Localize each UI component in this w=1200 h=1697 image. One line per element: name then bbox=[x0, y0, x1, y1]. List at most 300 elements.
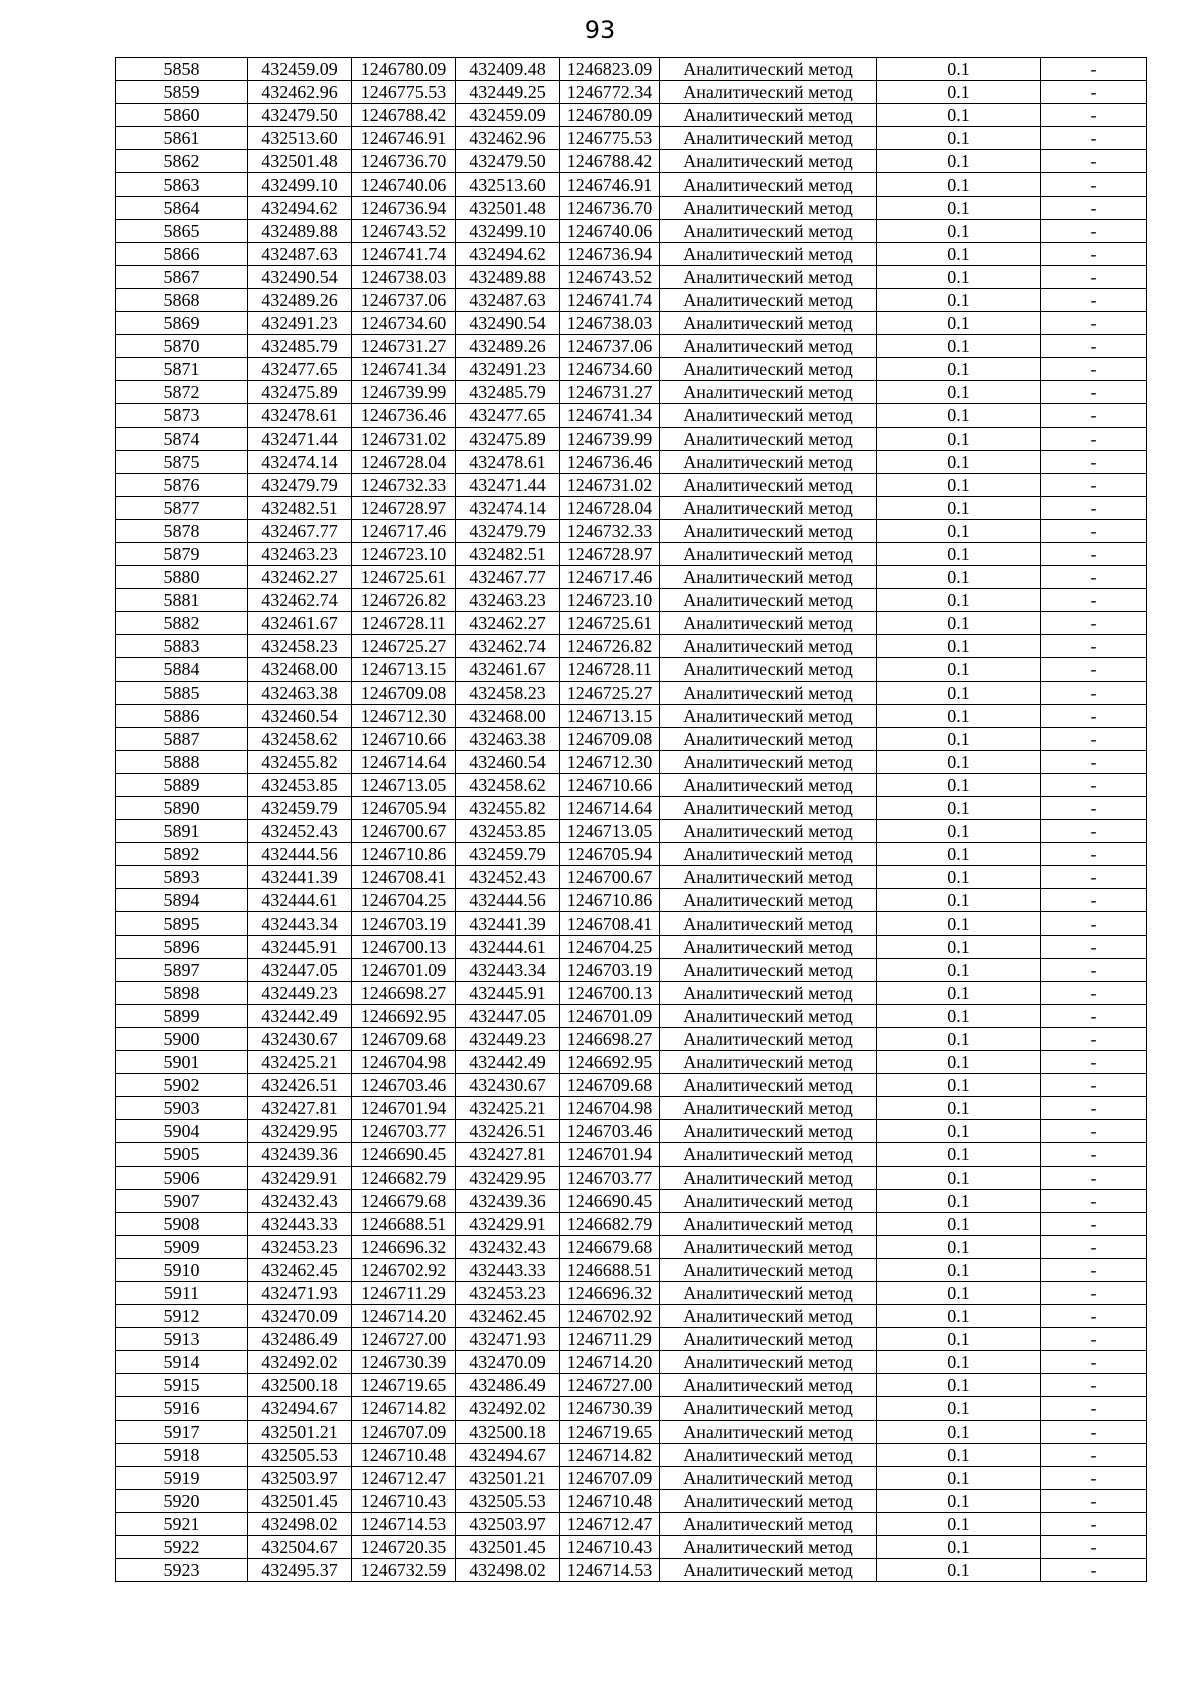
x-old-cell: 432463.23 bbox=[456, 589, 560, 612]
y-old-cell: 1246714.82 bbox=[560, 1443, 660, 1466]
table-row bbox=[116, 1166, 1147, 1189]
empty-marker-cell: - bbox=[1041, 589, 1147, 612]
y-new-cell: 1246704.25 bbox=[352, 889, 456, 912]
precision-cell: 0.1 bbox=[877, 635, 1041, 658]
empty-marker-cell: - bbox=[1041, 404, 1147, 427]
x-old-cell: 432453.85 bbox=[456, 820, 560, 843]
x-old-cell: 432505.53 bbox=[456, 1489, 560, 1512]
y-new-cell: 1246703.77 bbox=[352, 1120, 456, 1143]
y-new-cell: 1246704.98 bbox=[352, 1051, 456, 1074]
precision-cell: 0.1 bbox=[877, 150, 1041, 173]
method-cell: Аналитический метод bbox=[660, 1027, 877, 1050]
empty-marker-cell: - bbox=[1041, 1536, 1147, 1559]
x-new-cell: 432429.95 bbox=[248, 1120, 352, 1143]
empty-marker-cell: - bbox=[1041, 58, 1147, 81]
table-row bbox=[116, 1120, 1147, 1143]
x-old-cell: 432471.44 bbox=[456, 473, 560, 496]
empty-marker-cell: - bbox=[1041, 889, 1147, 912]
x-new-cell: 432459.09 bbox=[248, 58, 352, 81]
y-old-cell: 1246702.92 bbox=[560, 1305, 660, 1328]
x-old-cell: 432455.82 bbox=[456, 797, 560, 820]
x-new-cell: 432461.67 bbox=[248, 612, 352, 635]
x-new-cell: 432501.45 bbox=[248, 1489, 352, 1512]
method-cell: Аналитический метод bbox=[660, 1004, 877, 1027]
point-id-cell: 5902 bbox=[116, 1074, 248, 1097]
empty-marker-cell: - bbox=[1041, 912, 1147, 935]
x-old-cell: 432426.51 bbox=[456, 1120, 560, 1143]
precision-cell: 0.1 bbox=[877, 58, 1041, 81]
method-cell: Аналитический метод bbox=[660, 1051, 877, 1074]
method-cell: Аналитический метод bbox=[660, 612, 877, 635]
method-cell: Аналитический метод bbox=[660, 1328, 877, 1351]
point-id-cell: 5868 bbox=[116, 288, 248, 311]
x-new-cell: 432462.74 bbox=[248, 589, 352, 612]
point-id-cell: 5862 bbox=[116, 150, 248, 173]
method-cell: Аналитический метод bbox=[660, 265, 877, 288]
x-new-cell: 432501.48 bbox=[248, 150, 352, 173]
table-row bbox=[116, 1074, 1147, 1097]
y-new-cell: 1246705.94 bbox=[352, 797, 456, 820]
point-id-cell: 5877 bbox=[116, 496, 248, 519]
x-old-cell: 432432.43 bbox=[456, 1235, 560, 1258]
empty-marker-cell: - bbox=[1041, 427, 1147, 450]
y-old-cell: 1246714.53 bbox=[560, 1559, 660, 1582]
precision-cell: 0.1 bbox=[877, 1189, 1041, 1212]
method-cell: Аналитический метод bbox=[660, 473, 877, 496]
precision-cell: 0.1 bbox=[877, 312, 1041, 335]
x-old-cell: 432443.33 bbox=[456, 1258, 560, 1281]
precision-cell: 0.1 bbox=[877, 912, 1041, 935]
precision-cell: 0.1 bbox=[877, 866, 1041, 889]
y-new-cell: 1246692.95 bbox=[352, 1004, 456, 1027]
y-old-cell: 1246714.64 bbox=[560, 797, 660, 820]
empty-marker-cell: - bbox=[1041, 104, 1147, 127]
point-id-cell: 5903 bbox=[116, 1097, 248, 1120]
x-old-cell: 432452.43 bbox=[456, 866, 560, 889]
point-id-cell: 5889 bbox=[116, 773, 248, 796]
y-new-cell: 1246741.74 bbox=[352, 242, 456, 265]
empty-marker-cell: - bbox=[1041, 797, 1147, 820]
table-row bbox=[116, 1281, 1147, 1304]
empty-marker-cell: - bbox=[1041, 381, 1147, 404]
precision-cell: 0.1 bbox=[877, 1051, 1041, 1074]
x-old-cell: 432427.81 bbox=[456, 1143, 560, 1166]
table-row bbox=[116, 173, 1147, 196]
precision-cell: 0.1 bbox=[877, 219, 1041, 242]
x-old-cell: 432459.09 bbox=[456, 104, 560, 127]
method-cell: Аналитический метод bbox=[660, 150, 877, 173]
table-row bbox=[116, 1512, 1147, 1535]
y-new-cell: 1246736.46 bbox=[352, 404, 456, 427]
point-id-cell: 5863 bbox=[116, 173, 248, 196]
precision-cell: 0.1 bbox=[877, 1351, 1041, 1374]
empty-marker-cell: - bbox=[1041, 750, 1147, 773]
empty-marker-cell: - bbox=[1041, 1305, 1147, 1328]
precision-cell: 0.1 bbox=[877, 173, 1041, 196]
method-cell: Аналитический метод bbox=[660, 381, 877, 404]
x-new-cell: 432444.61 bbox=[248, 889, 352, 912]
x-old-cell: 432499.10 bbox=[456, 219, 560, 242]
y-new-cell: 1246714.64 bbox=[352, 750, 456, 773]
point-id-cell: 5891 bbox=[116, 820, 248, 843]
point-id-cell: 5917 bbox=[116, 1420, 248, 1443]
y-new-cell: 1246736.94 bbox=[352, 196, 456, 219]
x-old-cell: 432458.23 bbox=[456, 681, 560, 704]
y-new-cell: 1246703.46 bbox=[352, 1074, 456, 1097]
x-old-cell: 432444.56 bbox=[456, 889, 560, 912]
y-old-cell: 1246679.68 bbox=[560, 1235, 660, 1258]
precision-cell: 0.1 bbox=[877, 1166, 1041, 1189]
x-old-cell: 432442.49 bbox=[456, 1051, 560, 1074]
empty-marker-cell: - bbox=[1041, 1281, 1147, 1304]
y-old-cell: 1246732.33 bbox=[560, 519, 660, 542]
point-id-cell: 5907 bbox=[116, 1189, 248, 1212]
y-new-cell: 1246740.06 bbox=[352, 173, 456, 196]
y-new-cell: 1246719.65 bbox=[352, 1374, 456, 1397]
x-new-cell: 432443.34 bbox=[248, 912, 352, 935]
empty-marker-cell: - bbox=[1041, 519, 1147, 542]
point-id-cell: 5905 bbox=[116, 1143, 248, 1166]
y-old-cell: 1246719.65 bbox=[560, 1420, 660, 1443]
x-old-cell: 432453.23 bbox=[456, 1281, 560, 1304]
method-cell: Аналитический метод bbox=[660, 1351, 877, 1374]
y-new-cell: 1246725.27 bbox=[352, 635, 456, 658]
precision-cell: 0.1 bbox=[877, 1258, 1041, 1281]
precision-cell: 0.1 bbox=[877, 612, 1041, 635]
y-old-cell: 1246725.27 bbox=[560, 681, 660, 704]
y-new-cell: 1246736.70 bbox=[352, 150, 456, 173]
method-cell: Аналитический метод bbox=[660, 566, 877, 589]
empty-marker-cell: - bbox=[1041, 1097, 1147, 1120]
x-old-cell: 432513.60 bbox=[456, 173, 560, 196]
x-old-cell: 432474.14 bbox=[456, 496, 560, 519]
table-row bbox=[116, 427, 1147, 450]
y-old-cell: 1246713.15 bbox=[560, 704, 660, 727]
empty-marker-cell: - bbox=[1041, 958, 1147, 981]
method-cell: Аналитический метод bbox=[660, 981, 877, 1004]
y-new-cell: 1246701.09 bbox=[352, 958, 456, 981]
x-old-cell: 432477.65 bbox=[456, 404, 560, 427]
point-id-cell: 5908 bbox=[116, 1212, 248, 1235]
empty-marker-cell: - bbox=[1041, 1258, 1147, 1281]
method-cell: Аналитический метод bbox=[660, 427, 877, 450]
method-cell: Аналитический метод bbox=[660, 1166, 877, 1189]
x-new-cell: 432453.23 bbox=[248, 1235, 352, 1258]
y-old-cell: 1246692.95 bbox=[560, 1051, 660, 1074]
point-id-cell: 5878 bbox=[116, 519, 248, 542]
y-new-cell: 1246714.82 bbox=[352, 1397, 456, 1420]
x-old-cell: 432444.61 bbox=[456, 935, 560, 958]
table-row bbox=[116, 1235, 1147, 1258]
point-id-cell: 5883 bbox=[116, 635, 248, 658]
y-new-cell: 1246702.92 bbox=[352, 1258, 456, 1281]
y-new-cell: 1246713.15 bbox=[352, 658, 456, 681]
method-cell: Аналитический метод bbox=[660, 843, 877, 866]
precision-cell: 0.1 bbox=[877, 1235, 1041, 1258]
point-id-cell: 5872 bbox=[116, 381, 248, 404]
point-id-cell: 5923 bbox=[116, 1559, 248, 1582]
y-old-cell: 1246711.29 bbox=[560, 1328, 660, 1351]
point-id-cell: 5886 bbox=[116, 704, 248, 727]
table-row bbox=[116, 1351, 1147, 1374]
x-old-cell: 432482.51 bbox=[456, 542, 560, 565]
x-old-cell: 432429.91 bbox=[456, 1212, 560, 1235]
table-row bbox=[116, 635, 1147, 658]
precision-cell: 0.1 bbox=[877, 658, 1041, 681]
method-cell: Аналитический метод bbox=[660, 635, 877, 658]
method-cell: Аналитический метод bbox=[660, 404, 877, 427]
y-old-cell: 1246712.47 bbox=[560, 1512, 660, 1535]
x-old-cell: 432461.67 bbox=[456, 658, 560, 681]
point-id-cell: 5922 bbox=[116, 1536, 248, 1559]
y-new-cell: 1246679.68 bbox=[352, 1189, 456, 1212]
y-old-cell: 1246823.09 bbox=[560, 58, 660, 81]
y-new-cell: 1246708.41 bbox=[352, 866, 456, 889]
y-new-cell: 1246728.97 bbox=[352, 496, 456, 519]
y-old-cell: 1246710.43 bbox=[560, 1536, 660, 1559]
y-old-cell: 1246743.52 bbox=[560, 265, 660, 288]
y-old-cell: 1246704.25 bbox=[560, 935, 660, 958]
precision-cell: 0.1 bbox=[877, 981, 1041, 1004]
empty-marker-cell: - bbox=[1041, 843, 1147, 866]
y-new-cell: 1246710.86 bbox=[352, 843, 456, 866]
x-old-cell: 432478.61 bbox=[456, 450, 560, 473]
x-new-cell: 432441.39 bbox=[248, 866, 352, 889]
table-row bbox=[116, 1466, 1147, 1489]
x-old-cell: 432409.48 bbox=[456, 58, 560, 81]
y-new-cell: 1246730.39 bbox=[352, 1351, 456, 1374]
method-cell: Аналитический метод bbox=[660, 519, 877, 542]
point-id-cell: 5912 bbox=[116, 1305, 248, 1328]
empty-marker-cell: - bbox=[1041, 866, 1147, 889]
x-new-cell: 432468.00 bbox=[248, 658, 352, 681]
table-row bbox=[116, 1004, 1147, 1027]
y-new-cell: 1246743.52 bbox=[352, 219, 456, 242]
point-id-cell: 5897 bbox=[116, 958, 248, 981]
precision-cell: 0.1 bbox=[877, 1466, 1041, 1489]
x-new-cell: 432458.62 bbox=[248, 727, 352, 750]
precision-cell: 0.1 bbox=[877, 450, 1041, 473]
table-row bbox=[116, 496, 1147, 519]
y-new-cell: 1246712.30 bbox=[352, 704, 456, 727]
x-new-cell: 432479.79 bbox=[248, 473, 352, 496]
y-old-cell: 1246741.74 bbox=[560, 288, 660, 311]
precision-cell: 0.1 bbox=[877, 1374, 1041, 1397]
x-old-cell: 432429.95 bbox=[456, 1166, 560, 1189]
x-old-cell: 432479.50 bbox=[456, 150, 560, 173]
x-old-cell: 432470.09 bbox=[456, 1351, 560, 1374]
point-id-cell: 5911 bbox=[116, 1281, 248, 1304]
method-cell: Аналитический метод bbox=[660, 773, 877, 796]
precision-cell: 0.1 bbox=[877, 1397, 1041, 1420]
y-new-cell: 1246711.29 bbox=[352, 1281, 456, 1304]
table-row bbox=[116, 150, 1147, 173]
point-id-cell: 5895 bbox=[116, 912, 248, 935]
precision-cell: 0.1 bbox=[877, 1074, 1041, 1097]
y-old-cell: 1246714.20 bbox=[560, 1351, 660, 1374]
x-new-cell: 432477.65 bbox=[248, 358, 352, 381]
method-cell: Аналитический метод bbox=[660, 81, 877, 104]
empty-marker-cell: - bbox=[1041, 635, 1147, 658]
table-row bbox=[116, 1328, 1147, 1351]
method-cell: Аналитический метод bbox=[660, 1489, 877, 1512]
y-old-cell: 1246700.67 bbox=[560, 866, 660, 889]
x-new-cell: 432492.02 bbox=[248, 1351, 352, 1374]
point-id-cell: 5919 bbox=[116, 1466, 248, 1489]
table-row bbox=[116, 335, 1147, 358]
x-new-cell: 432430.67 bbox=[248, 1027, 352, 1050]
x-new-cell: 432487.63 bbox=[248, 242, 352, 265]
x-new-cell: 432426.51 bbox=[248, 1074, 352, 1097]
method-cell: Аналитический метод bbox=[660, 1443, 877, 1466]
coordinates-table bbox=[115, 57, 1147, 1582]
table-row bbox=[116, 797, 1147, 820]
x-old-cell: 432458.62 bbox=[456, 773, 560, 796]
empty-marker-cell: - bbox=[1041, 1374, 1147, 1397]
y-new-cell: 1246701.94 bbox=[352, 1097, 456, 1120]
method-cell: Аналитический метод bbox=[660, 1258, 877, 1281]
x-new-cell: 432501.21 bbox=[248, 1420, 352, 1443]
y-new-cell: 1246720.35 bbox=[352, 1536, 456, 1559]
x-new-cell: 432459.79 bbox=[248, 797, 352, 820]
x-old-cell: 432460.54 bbox=[456, 750, 560, 773]
precision-cell: 0.1 bbox=[877, 566, 1041, 589]
x-new-cell: 432444.56 bbox=[248, 843, 352, 866]
y-new-cell: 1246698.27 bbox=[352, 981, 456, 1004]
method-cell: Аналитический метод bbox=[660, 820, 877, 843]
point-id-cell: 5898 bbox=[116, 981, 248, 1004]
y-new-cell: 1246738.03 bbox=[352, 265, 456, 288]
method-cell: Аналитический метод bbox=[660, 1120, 877, 1143]
method-cell: Аналитический метод bbox=[660, 658, 877, 681]
table-row bbox=[116, 1189, 1147, 1212]
table-row bbox=[116, 1443, 1147, 1466]
precision-cell: 0.1 bbox=[877, 589, 1041, 612]
method-cell: Аналитический метод bbox=[660, 1512, 877, 1535]
y-new-cell: 1246700.13 bbox=[352, 935, 456, 958]
empty-marker-cell: - bbox=[1041, 1212, 1147, 1235]
precision-cell: 0.1 bbox=[877, 127, 1041, 150]
x-new-cell: 432494.62 bbox=[248, 196, 352, 219]
y-old-cell: 1246746.91 bbox=[560, 173, 660, 196]
y-old-cell: 1246688.51 bbox=[560, 1258, 660, 1281]
precision-cell: 0.1 bbox=[877, 196, 1041, 219]
x-new-cell: 432463.38 bbox=[248, 681, 352, 704]
point-id-cell: 5904 bbox=[116, 1120, 248, 1143]
table-row bbox=[116, 1027, 1147, 1050]
point-id-cell: 5884 bbox=[116, 658, 248, 681]
precision-cell: 0.1 bbox=[877, 288, 1041, 311]
y-new-cell: 1246696.32 bbox=[352, 1235, 456, 1258]
y-old-cell: 1246703.77 bbox=[560, 1166, 660, 1189]
point-id-cell: 5892 bbox=[116, 843, 248, 866]
point-id-cell: 5876 bbox=[116, 473, 248, 496]
table-row bbox=[116, 612, 1147, 635]
y-old-cell: 1246707.09 bbox=[560, 1466, 660, 1489]
empty-marker-cell: - bbox=[1041, 981, 1147, 1004]
y-old-cell: 1246775.53 bbox=[560, 127, 660, 150]
precision-cell: 0.1 bbox=[877, 1328, 1041, 1351]
precision-cell: 0.1 bbox=[877, 358, 1041, 381]
empty-marker-cell: - bbox=[1041, 242, 1147, 265]
point-id-cell: 5873 bbox=[116, 404, 248, 427]
y-new-cell: 1246725.61 bbox=[352, 566, 456, 589]
y-new-cell: 1246728.11 bbox=[352, 612, 456, 635]
table-row bbox=[116, 889, 1147, 912]
precision-cell: 0.1 bbox=[877, 1536, 1041, 1559]
method-cell: Аналитический метод bbox=[660, 104, 877, 127]
point-id-cell: 5915 bbox=[116, 1374, 248, 1397]
x-old-cell: 432445.91 bbox=[456, 981, 560, 1004]
y-new-cell: 1246710.48 bbox=[352, 1443, 456, 1466]
table-body bbox=[116, 58, 1147, 1582]
y-old-cell: 1246698.27 bbox=[560, 1027, 660, 1050]
point-id-cell: 5909 bbox=[116, 1235, 248, 1258]
y-new-cell: 1246710.66 bbox=[352, 727, 456, 750]
empty-marker-cell: - bbox=[1041, 681, 1147, 704]
table-row bbox=[116, 473, 1147, 496]
x-new-cell: 432425.21 bbox=[248, 1051, 352, 1074]
precision-cell: 0.1 bbox=[877, 1420, 1041, 1443]
point-id-cell: 5916 bbox=[116, 1397, 248, 1420]
table-row bbox=[116, 58, 1147, 81]
method-cell: Аналитический метод bbox=[660, 173, 877, 196]
method-cell: Аналитический метод bbox=[660, 1466, 877, 1489]
table-row bbox=[116, 912, 1147, 935]
x-old-cell: 432459.79 bbox=[456, 843, 560, 866]
table-row bbox=[116, 1397, 1147, 1420]
method-cell: Аналитический метод bbox=[660, 889, 877, 912]
empty-marker-cell: - bbox=[1041, 566, 1147, 589]
y-new-cell: 1246731.02 bbox=[352, 427, 456, 450]
y-old-cell: 1246730.39 bbox=[560, 1397, 660, 1420]
point-id-cell: 5901 bbox=[116, 1051, 248, 1074]
empty-marker-cell: - bbox=[1041, 1074, 1147, 1097]
y-new-cell: 1246746.91 bbox=[352, 127, 456, 150]
table-row bbox=[116, 242, 1147, 265]
empty-marker-cell: - bbox=[1041, 473, 1147, 496]
empty-marker-cell: - bbox=[1041, 1027, 1147, 1050]
x-old-cell: 432503.97 bbox=[456, 1512, 560, 1535]
y-old-cell: 1246734.60 bbox=[560, 358, 660, 381]
precision-cell: 0.1 bbox=[877, 104, 1041, 127]
table-row bbox=[116, 381, 1147, 404]
point-id-cell: 5871 bbox=[116, 358, 248, 381]
empty-marker-cell: - bbox=[1041, 704, 1147, 727]
point-id-cell: 5860 bbox=[116, 104, 248, 127]
x-old-cell: 432492.02 bbox=[456, 1397, 560, 1420]
table-row bbox=[116, 312, 1147, 335]
y-old-cell: 1246682.79 bbox=[560, 1212, 660, 1235]
y-old-cell: 1246736.70 bbox=[560, 196, 660, 219]
table-row bbox=[116, 820, 1147, 843]
x-new-cell: 432491.23 bbox=[248, 312, 352, 335]
x-old-cell: 432491.23 bbox=[456, 358, 560, 381]
table-row bbox=[116, 519, 1147, 542]
y-old-cell: 1246731.02 bbox=[560, 473, 660, 496]
y-old-cell: 1246710.86 bbox=[560, 889, 660, 912]
x-new-cell: 432447.05 bbox=[248, 958, 352, 981]
empty-marker-cell: - bbox=[1041, 150, 1147, 173]
y-old-cell: 1246703.46 bbox=[560, 1120, 660, 1143]
table-row bbox=[116, 219, 1147, 242]
precision-cell: 0.1 bbox=[877, 242, 1041, 265]
x-new-cell: 432445.91 bbox=[248, 935, 352, 958]
point-id-cell: 5881 bbox=[116, 589, 248, 612]
y-old-cell: 1246690.45 bbox=[560, 1189, 660, 1212]
x-new-cell: 432467.77 bbox=[248, 519, 352, 542]
x-old-cell: 432462.45 bbox=[456, 1305, 560, 1328]
